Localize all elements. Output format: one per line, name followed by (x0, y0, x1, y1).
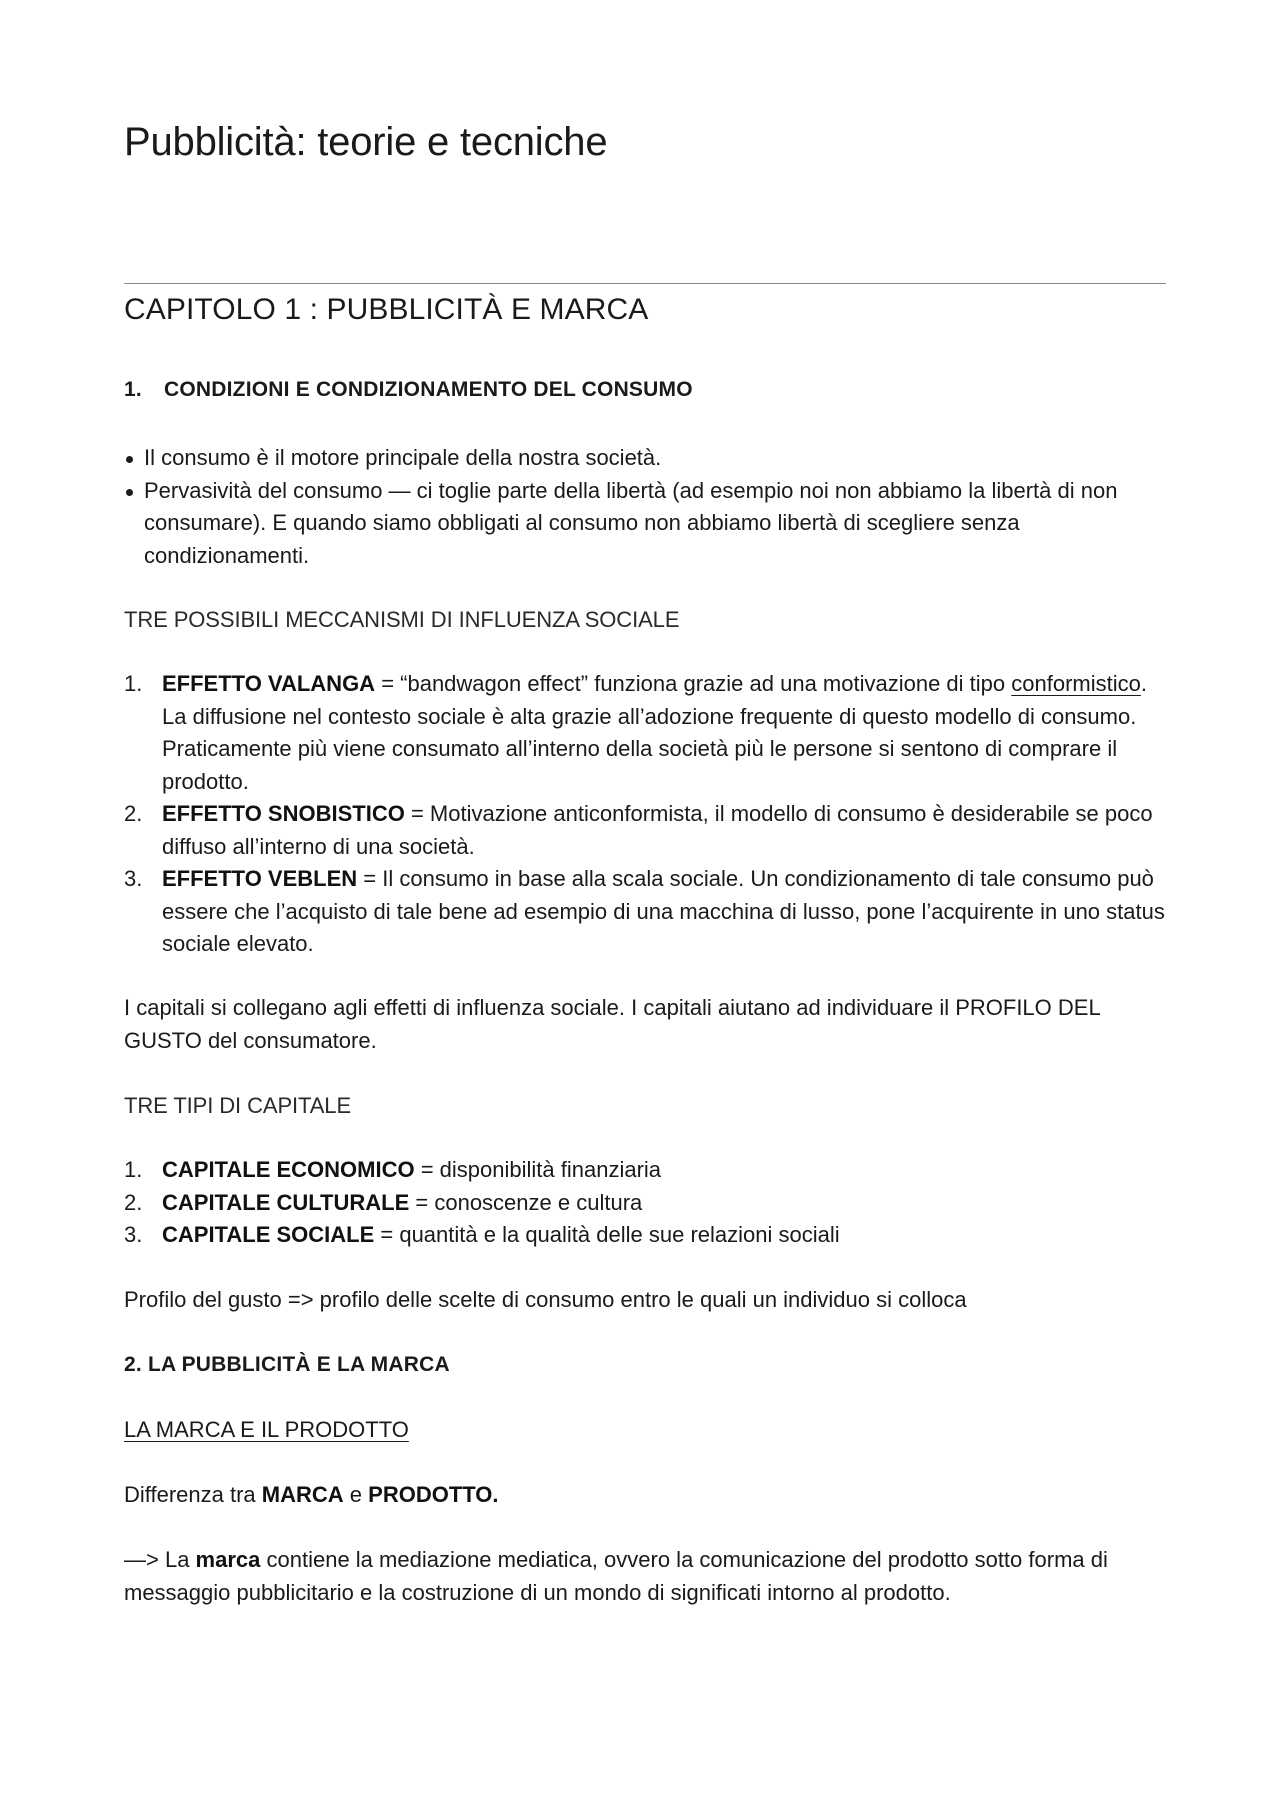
list-number: 1. (124, 671, 143, 696)
effect-text: = Motivazione anticonformista, il modello di consumo è desiderabile se poco diffuso all’interno di una società. (162, 801, 1153, 859)
list-item: Il consumo è il motore principale della nostra società. (124, 442, 1166, 475)
effect-text: = Il consumo in base alla scala sociale. Un condizionamento di tale consumo può essere che l’acquisto di tale bene ad esempio di una macchina di lusso, pone l’acquirente in uno status sociale elevato. (162, 866, 1165, 956)
list-item (124, 668, 1166, 798)
influence-effects-list (124, 668, 1166, 961)
list-number: 3. (124, 866, 143, 891)
list-number: 1. (124, 1157, 143, 1182)
section-2-heading: 2. LA PUBBLICITÀ E LA MARCA (124, 1353, 450, 1376)
list-item (124, 863, 1166, 961)
section-1-number: 1. (124, 378, 142, 401)
capitals-paragraph: I capitali si collegano agli effetti di influenza sociale. I capitali aiutano ad individuare il PROFILO DEL GUSTO del consumatore. (124, 995, 1100, 1053)
list-item (124, 1219, 1166, 1252)
brand-paragraph-prefix: —> La (124, 1547, 196, 1572)
list-number: 2. (124, 1189, 143, 1215)
capital-term: CAPITALE SOCIALE (162, 1222, 375, 1247)
difference-line (124, 1479, 1166, 1512)
taste-profile-paragraph: Profilo del gusto => profilo delle scelte di consumo entro le quali un individuo si colloca (124, 1287, 967, 1312)
document-title: Pubblicità: teorie e tecniche (124, 120, 608, 164)
brand-paragraph-term: marca (195, 1547, 261, 1572)
chapter-title: CAPITOLO 1 : PUBBLICITÀ E MARCA (124, 293, 649, 326)
brand-product-subheading: LA MARCA E IL PRODOTTO (124, 1417, 409, 1442)
consumption-bullet-list (124, 442, 1166, 572)
list-number: 2. (124, 801, 143, 826)
list-item: Pervasività del consumo — ci toglie parte della libertà (ad esempio noi non abbiamo la libertà di non consumare). E quando siamo obbligati al consumo non abbiamo libertà di scegliere senza condizionamenti. (124, 475, 1166, 573)
capital-text: = disponibilità finanziaria (414, 1157, 662, 1182)
product-term: PRODOTTO. (368, 1482, 499, 1507)
difference-prefix: Differenza tra (124, 1482, 262, 1507)
effect-term: EFFETTO VALANGA (162, 671, 376, 696)
horizontal-divider (124, 283, 1166, 284)
effect-term: EFFETTO SNOBISTICO (162, 801, 405, 826)
difference-mid: e (343, 1482, 369, 1507)
list-number: 3. (124, 1222, 143, 1247)
section-1-heading (124, 378, 1166, 402)
effect-text: = “bandwagon effect” funziona grazie ad una motivazione di tipo (375, 671, 1012, 696)
list-item (124, 798, 1166, 863)
underlined-term: conformistico (1011, 671, 1141, 696)
list-item (124, 1154, 1166, 1187)
brand-paragraph (124, 1544, 1166, 1609)
list-item (124, 1187, 1166, 1220)
brand-term: MARCA (261, 1482, 344, 1507)
capital-text: = conoscenze e cultura (409, 1189, 643, 1215)
capital-types-heading: TRE TIPI DI CAPITALE (124, 1093, 352, 1118)
section-1-heading-text: CONDIZIONI E CONDIZIONAMENTO DEL CONSUMO (164, 378, 693, 401)
effect-text: . La diffusione nel contesto sociale è alta grazie all’adozione frequente di questo modello di consumo. Praticamente più viene consumato all’interno della società più le persone si sentono di comprare il prodotto. (162, 671, 1147, 794)
brand-paragraph-text: contiene la mediazione mediatica, ovvero la comunicazione del prodotto sotto forma di messaggio pubblicitario e la costruzione di un mondo di significati intorno al prodotto. (124, 1547, 1108, 1605)
capital-types-list (124, 1154, 1166, 1252)
influence-mechanisms-heading: TRE POSSIBILI MECCANISMI DI INFLUENZA SOCIALE (124, 607, 680, 632)
capital-term: CAPITALE CULTURALE (162, 1189, 410, 1215)
capital-text: = quantità e la qualità delle sue relazioni sociali (374, 1222, 840, 1247)
capital-term: CAPITALE ECONOMICO (162, 1157, 415, 1182)
effect-term: EFFETTO VEBLEN (162, 866, 358, 891)
